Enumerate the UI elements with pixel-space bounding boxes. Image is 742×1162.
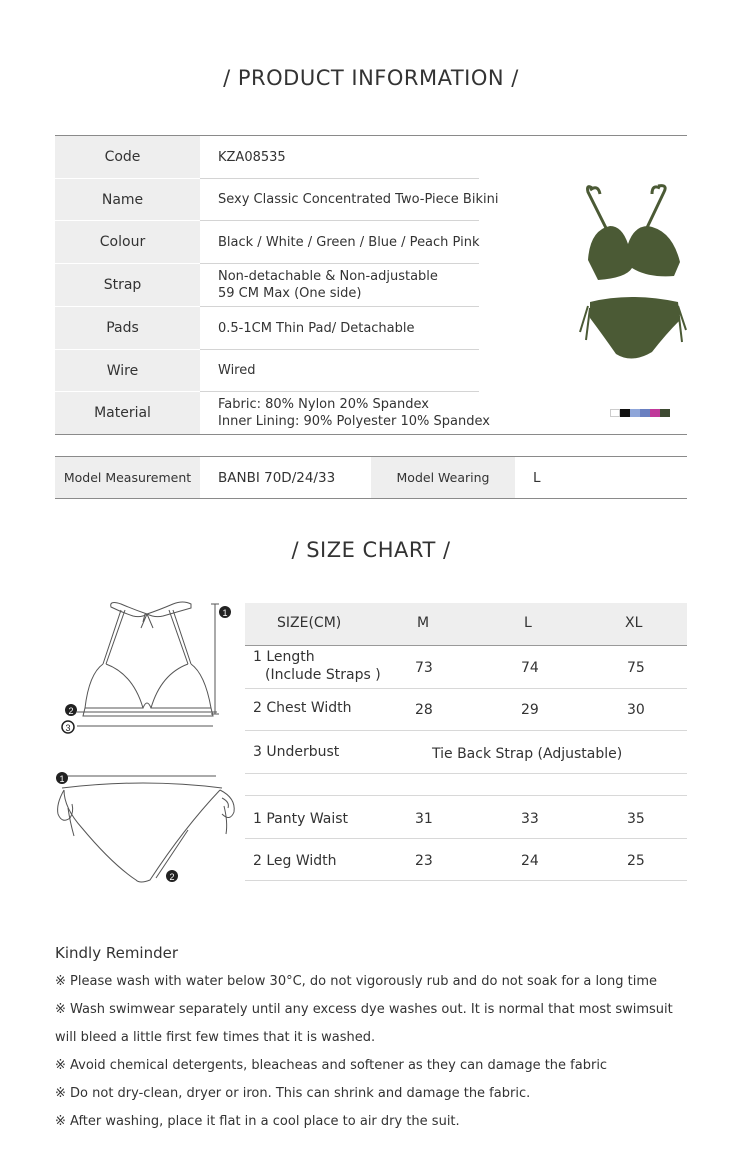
marker-bottom-2 xyxy=(166,870,178,882)
info-label: Strap xyxy=(55,264,200,306)
reminder-line: ※ Do not dry-clean, dryer or iron. This can shrink and damage the fabric. xyxy=(55,1086,531,1101)
cell-value: 28 xyxy=(415,702,433,718)
kindly-reminder xyxy=(55,944,705,1136)
info-label: Colour xyxy=(55,221,200,263)
model-row xyxy=(55,456,687,499)
swatch-peach-pink xyxy=(650,409,660,417)
cell-value: 24 xyxy=(521,853,539,869)
row-label: 2 Chest Width xyxy=(253,700,352,716)
row-label-sub: (Include Straps ) xyxy=(265,667,381,683)
row-divider xyxy=(245,880,687,881)
svg-text:3: 3 xyxy=(65,723,71,733)
info-value xyxy=(218,350,518,391)
cell-span-value: Tie Back Strap (Adjustable) xyxy=(432,746,623,762)
marker-top-2 xyxy=(65,704,77,716)
swatch-green xyxy=(660,409,670,417)
info-value-line: 0.5-1CM Thin Pad/ Detachable xyxy=(218,320,415,336)
cell-value: 74 xyxy=(521,660,539,676)
row-divider xyxy=(245,730,687,731)
info-value-line: Fabric: 80% Nylon 20% Spandex xyxy=(218,397,429,412)
reminder-line: ※ Avoid chemical detergents, bleacheas and softener as they can damage the fabric xyxy=(55,1058,608,1073)
model-measurement-label: Model Measurement xyxy=(55,457,200,498)
svg-text:2: 2 xyxy=(169,872,175,882)
marker-top-1 xyxy=(219,606,231,618)
reminder-line: ※ Please wash with water below 30°C, do not vigorously rub and do not soak for a long time xyxy=(55,974,658,989)
model-wearing-value: L xyxy=(533,469,541,486)
info-value-line: Non-detachable & Non-adjustable xyxy=(218,269,438,284)
info-value xyxy=(218,179,518,220)
row-label: 2 Leg Width xyxy=(253,853,337,869)
model-bottom-border xyxy=(55,498,687,499)
cell-value: 33 xyxy=(521,811,539,827)
cell-value: 25 xyxy=(627,853,645,869)
header-l: L xyxy=(524,615,532,631)
model-measurement-value: BANBI 70D/24/33 xyxy=(218,469,336,486)
info-label: Code xyxy=(55,136,200,178)
reminder-line: ※ After washing, place it flat in a cool place to air dry the suit. xyxy=(55,1114,460,1129)
info-value xyxy=(218,221,518,263)
svg-text:1: 1 xyxy=(59,774,65,784)
info-value xyxy=(218,136,518,178)
row-divider xyxy=(245,688,687,689)
row-label: 3 Underbust xyxy=(253,744,340,760)
row-divider xyxy=(245,773,687,774)
row-divider xyxy=(245,795,687,796)
colour-swatches xyxy=(610,409,670,417)
product-bottom xyxy=(590,297,680,359)
header-xl: XL xyxy=(625,615,643,631)
cell-value: 29 xyxy=(521,702,539,718)
cell-value: 35 xyxy=(627,811,645,827)
info-label: Name xyxy=(55,179,200,220)
info-value xyxy=(218,307,518,349)
marker-bottom-1 xyxy=(56,772,68,784)
header-m: M xyxy=(417,615,430,631)
row-label: 1 Panty Waist xyxy=(253,811,349,827)
info-row-code xyxy=(55,136,687,178)
swatch-blue xyxy=(640,409,650,417)
info-row-material xyxy=(55,392,687,434)
bottom-size-diagram xyxy=(52,768,242,888)
swatch-white xyxy=(610,409,620,417)
info-value-line: 59 CM Max (One side) xyxy=(218,286,362,301)
svg-text:1: 1 xyxy=(222,608,228,618)
swatch-black xyxy=(620,409,630,417)
model-wearing-label: Model Wearing xyxy=(371,457,515,498)
reminder-title: Kindly Reminder xyxy=(55,944,179,962)
info-label: Pads xyxy=(55,307,200,349)
cell-value: 23 xyxy=(415,853,433,869)
cell-value: 75 xyxy=(627,660,645,676)
info-value xyxy=(218,392,578,434)
swatch-light-blue xyxy=(630,409,640,417)
product-info-title: / PRODUCT INFORMATION / xyxy=(223,66,519,90)
cell-value: 73 xyxy=(415,660,433,676)
info-value-line: Black / White / Green / Blue / Peach Pink xyxy=(218,234,480,250)
size-chart-title: / SIZE CHART / xyxy=(291,538,451,562)
info-label: Wire xyxy=(55,350,200,391)
cell-value: 30 xyxy=(627,702,645,718)
info-value-line: Sexy Classic Concentrated Two-Piece Bikini xyxy=(218,192,499,207)
info-value-line: Inner Lining: 90% Polyester 10% Spandex xyxy=(218,414,490,429)
info-value xyxy=(218,264,518,306)
header-size: SIZE(CM) xyxy=(277,615,342,631)
product-top xyxy=(588,226,680,280)
table-bottom-border xyxy=(55,434,687,435)
product-shape xyxy=(588,186,666,234)
cell-value: 31 xyxy=(415,811,433,827)
info-value-line: KZA08535 xyxy=(218,149,286,165)
info-label: Material xyxy=(55,392,200,434)
reminder-line: ※ Wash swimwear separately until any excess dye washes out. It is normal that most swimsuit xyxy=(55,1002,673,1017)
bikini-product-image xyxy=(578,182,690,367)
svg-text:2: 2 xyxy=(68,706,74,716)
row-divider xyxy=(245,838,687,839)
marker-top-3 xyxy=(62,721,74,733)
top-size-diagram xyxy=(55,598,235,738)
row-label: 1 Length xyxy=(253,649,315,665)
reminder-line: will bleed a little first few times that it is washed. xyxy=(55,1030,376,1045)
info-value-line: Wired xyxy=(218,363,256,378)
